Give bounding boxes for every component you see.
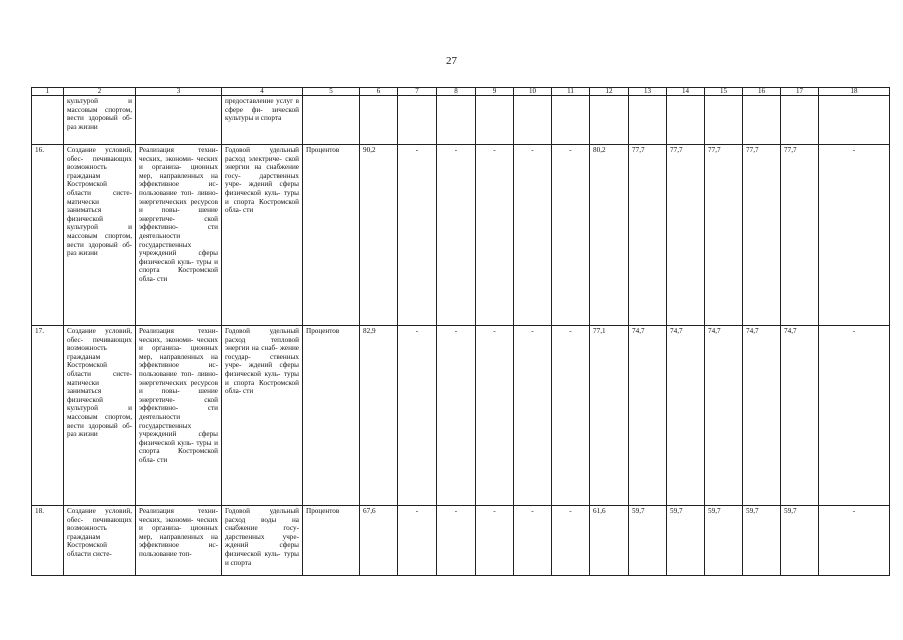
value-cell: 77,1 (590, 326, 629, 506)
value-cell: 77,7 (781, 145, 819, 326)
goal-cell: культурой и массовым спортом, вести здоровый об- раз жизни (64, 96, 136, 145)
value-cell: 90,2 (360, 145, 398, 326)
value-cell: - (476, 145, 514, 326)
column-number: 18 (819, 88, 890, 96)
value-cell: 77,7 (629, 145, 667, 326)
row-number: 16. (32, 145, 64, 326)
value-cell: 67,6 (360, 506, 398, 576)
value-cell (781, 96, 819, 145)
row-number (32, 96, 64, 145)
column-number: 2 (64, 88, 136, 96)
value-cell: - (437, 506, 476, 576)
value-cell (667, 96, 705, 145)
value-cell: - (476, 506, 514, 576)
value-cell (360, 96, 398, 145)
indicator-cell: предоставление услуг в сфере фи- зической культуры и спорта (222, 96, 303, 145)
table-row (32, 326, 890, 506)
column-number: 12 (590, 88, 629, 96)
value-cell (514, 96, 552, 145)
row-number: 18. (32, 506, 64, 576)
column-number: 3 (136, 88, 222, 96)
value-cell (437, 96, 476, 145)
measure-cell (136, 96, 222, 145)
value-cell: - (552, 145, 590, 326)
value-cell: 59,7 (667, 506, 705, 576)
indicator-cell: Годовой удельный расход тепловой энергии на снаб- жение государ- ственных учре- ждений сферы физической куль- туры и спорта Костромской обла- сти (222, 326, 303, 506)
goal-cell: Создание условий, обес- печивающих возможность гражданам Костромской области систе- матически заниматься физической культурой и массовым спортом, вести здоровый об- раз жизни (64, 326, 136, 506)
unit-cell: Процентов (303, 145, 360, 326)
value-cell: 77,7 (705, 145, 743, 326)
goal-cell: Создание условий, обес- печивающих возможность гражданам Костромской области систе- матически заниматься физической культурой и массовым спортом, вести здоровый об- раз жизни (64, 145, 136, 326)
note-cell (819, 96, 890, 145)
unit-cell (303, 96, 360, 145)
goal-cell: Создание условий, обес- печивающих возможность гражданам Костромской области систе- (64, 506, 136, 576)
column-number: 13 (629, 88, 667, 96)
column-number: 14 (667, 88, 705, 96)
indicator-table (31, 87, 890, 576)
value-cell: - (552, 506, 590, 576)
unit-cell: Процентов (303, 326, 360, 506)
value-cell: - (437, 326, 476, 506)
column-number: 9 (476, 88, 514, 96)
value-cell: - (398, 506, 437, 576)
table-row (32, 145, 890, 326)
measure-cell: Реализация техни- ческих, экономи- ческих и организа- ционных мер, направленных на эффективное ис- пользование топ- ливно- энергетических ресурсов и повы- шение энергетиче- ской эффективно- сти деятельности государственных учреждений сферы физической куль- туры и спорта Костромской обла- сти (136, 326, 222, 506)
value-cell: 61,6 (590, 506, 629, 576)
column-number: 6 (360, 88, 398, 96)
column-number: 15 (705, 88, 743, 96)
value-cell (743, 96, 781, 145)
value-cell: - (398, 326, 437, 506)
column-number: 8 (437, 88, 476, 96)
value-cell: 74,7 (667, 326, 705, 506)
value-cell: 59,7 (705, 506, 743, 576)
column-number: 17 (781, 88, 819, 96)
value-cell (629, 96, 667, 145)
value-cell (398, 96, 437, 145)
unit-cell: Процентов (303, 506, 360, 576)
value-cell (552, 96, 590, 145)
indicator-cell: Годовой удельный расход воды на снабжение госу- дарственных учре- ждений сферы физической куль- туры и спорта (222, 506, 303, 576)
page-number: 27 (446, 55, 457, 67)
note-cell: - (819, 506, 890, 576)
value-cell: 80,2 (590, 145, 629, 326)
value-cell: - (514, 326, 552, 506)
indicator-cell: Годовой удельный расход электриче- ской энергии на снабжение госу- дарственных учре- ждений сферы физической куль- туры и спорта Костромской обла- сти (222, 145, 303, 326)
column-number: 10 (514, 88, 552, 96)
value-cell: 77,7 (667, 145, 705, 326)
value-cell: 77,7 (743, 145, 781, 326)
value-cell: - (437, 145, 476, 326)
note-cell: - (819, 326, 890, 506)
measure-cell: Реализация техни- ческих, экономи- ческих и организа- ционных мер, направленных на эффективное ис- пользование топ- (136, 506, 222, 576)
value-cell: - (476, 326, 514, 506)
value-cell (476, 96, 514, 145)
column-number: 11 (552, 88, 590, 96)
value-cell: 74,7 (743, 326, 781, 506)
value-cell: - (514, 506, 552, 576)
value-cell: 82,9 (360, 326, 398, 506)
column-number-row (32, 88, 890, 96)
value-cell (705, 96, 743, 145)
value-cell: 74,7 (705, 326, 743, 506)
table-row (32, 96, 890, 145)
column-number: 1 (32, 88, 64, 96)
note-cell: - (819, 145, 890, 326)
value-cell: 74,7 (629, 326, 667, 506)
value-cell: - (552, 326, 590, 506)
value-cell: - (398, 145, 437, 326)
measure-cell: Реализация техни- ческих, экономи- ческих и организа- ционных мер, направленных на эффективное ис- пользование топ- ливно- энергетических ресурсов и повы- шение энергетиче- ской эффективно- сти деятельности государственных учреждений сферы физической куль- туры и спорта Костромской обла- сти (136, 145, 222, 326)
value-cell: - (514, 145, 552, 326)
value-cell: 59,7 (743, 506, 781, 576)
value-cell: 74,7 (781, 326, 819, 506)
column-number: 7 (398, 88, 437, 96)
column-number: 4 (222, 88, 303, 96)
row-number: 17. (32, 326, 64, 506)
value-cell (590, 96, 629, 145)
column-number: 5 (303, 88, 360, 96)
table-row (32, 506, 890, 576)
value-cell: 59,7 (781, 506, 819, 576)
value-cell: 59,7 (629, 506, 667, 576)
column-number: 16 (743, 88, 781, 96)
